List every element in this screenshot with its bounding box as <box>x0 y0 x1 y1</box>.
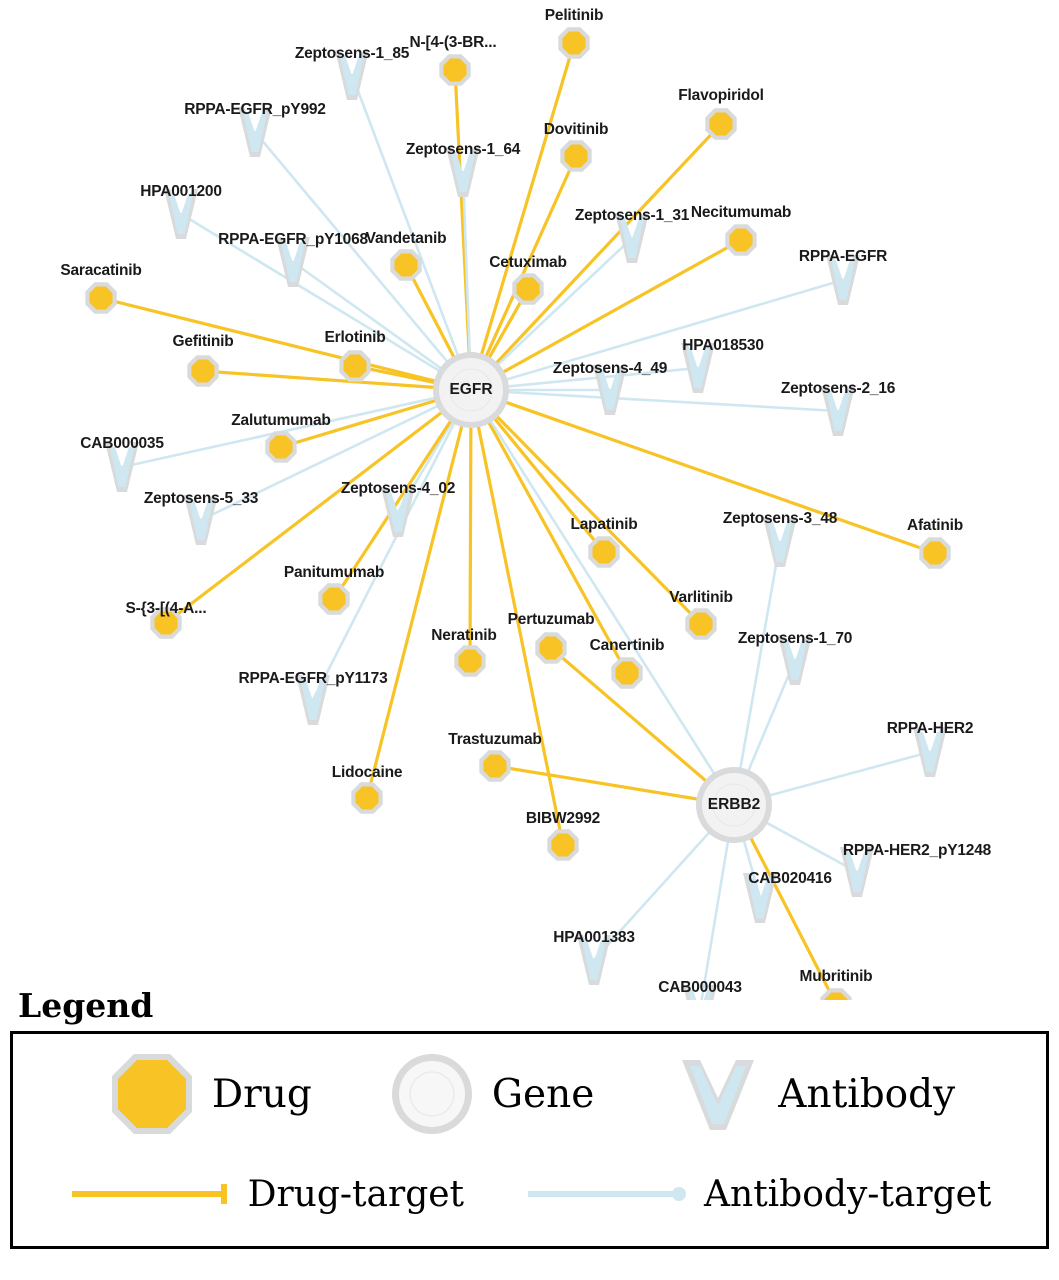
legend-item-gene <box>384 1046 594 1142</box>
drug-node[interactable] <box>323 588 346 611</box>
node-label: Cetuximab <box>489 254 567 271</box>
drug-node[interactable] <box>517 278 540 301</box>
drug-node[interactable] <box>593 541 616 564</box>
node-label: Lidocaine <box>331 764 403 781</box>
edge-antibody-target <box>734 542 780 805</box>
drug-node[interactable] <box>484 755 507 778</box>
node-label: Zeptosens-3_48 <box>722 510 838 527</box>
node-label: RPPA-EGFR <box>798 248 888 265</box>
node-label: CAB000035 <box>80 435 164 452</box>
node-label: Pelitinib <box>544 7 604 24</box>
gene-icon <box>384 1046 480 1142</box>
node-label: CAB000043 <box>658 979 742 996</box>
drug-node[interactable] <box>710 113 733 136</box>
node-label: N-[4-(3-BR... <box>409 34 497 51</box>
drug-target-edge-icon <box>68 1181 236 1207</box>
node-label: Zeptosens-4_49 <box>552 360 668 377</box>
node-label: Zeptosens-1_64 <box>405 141 521 158</box>
drug-node[interactable] <box>924 542 947 565</box>
legend-box <box>10 1031 1049 1249</box>
drug-node[interactable] <box>563 32 586 55</box>
legend-label-antibody-target: Antibody-target <box>704 1173 992 1215</box>
legend <box>0 986 1059 1249</box>
node-label: HPA001383 <box>553 929 635 946</box>
drug-node[interactable] <box>395 254 418 277</box>
node-label: Trastuzumab <box>448 731 542 748</box>
edge-drug-target <box>471 390 701 624</box>
legend-item-drug <box>104 1046 312 1142</box>
edge-antibody-target <box>313 390 471 700</box>
edge-drug-target <box>471 43 574 390</box>
node-label: Zeptosens-2_16 <box>780 380 896 397</box>
node-label: RPPA-EGFR_pY1068 <box>218 231 368 248</box>
node-label: Zeptosens-1_70 <box>737 630 853 647</box>
node-label: RPPA-EGFR_pY992 <box>184 101 326 118</box>
node-label: S-{3-[(4-A... <box>125 600 207 617</box>
node-label: HPA018530 <box>682 337 764 354</box>
node-label: CAB020416 <box>748 870 832 887</box>
node-label: Zeptosens-1_31 <box>574 207 690 224</box>
node-label: Erlotinib <box>324 329 386 346</box>
drug-node[interactable] <box>344 355 367 378</box>
node-label: RPPA-HER2_pY1248 <box>842 842 992 859</box>
gene-label-erbb2: ERBB2 <box>707 796 761 813</box>
edge-drug-target <box>471 390 935 553</box>
drug-node[interactable] <box>90 287 113 310</box>
node-label: Lapatinib <box>570 516 638 533</box>
node-label: Afatinib <box>906 517 964 534</box>
edge-drug-target <box>470 390 471 661</box>
node-label: Zalutumumab <box>231 412 331 429</box>
drug-icon <box>104 1046 200 1142</box>
node-label: Varlitinib <box>669 589 733 606</box>
gene-label-egfr: EGFR <box>449 381 493 398</box>
node-label: Dovitinib <box>543 121 609 138</box>
drug-node[interactable] <box>616 662 639 685</box>
legend-item-drug-target <box>68 1174 464 1215</box>
node-label: Mubritinib <box>799 968 873 985</box>
node-label: Panitumumab <box>283 564 385 581</box>
node-label: Zeptosens-4_02 <box>340 480 456 497</box>
drug-node[interactable] <box>690 613 713 636</box>
legend-label-gene: Gene <box>491 1071 595 1117</box>
node-label: Zeptosens-1_85 <box>294 45 410 62</box>
drug-node[interactable] <box>552 834 575 857</box>
edge-drug-target <box>471 156 576 390</box>
legend-item-antibody-target <box>524 1174 991 1215</box>
node-label: Canertinib <box>589 637 665 654</box>
node-label: Necitumumab <box>690 204 792 221</box>
drug-node[interactable] <box>730 229 753 252</box>
drug-node[interactable] <box>192 360 215 383</box>
drug-node[interactable] <box>444 59 467 82</box>
node-label: RPPA-HER2 <box>886 720 974 737</box>
drug-node[interactable] <box>270 436 293 459</box>
drug-node[interactable] <box>459 650 482 673</box>
node-label: HPA001200 <box>140 183 222 200</box>
node-label: Zeptosens-5_33 <box>143 490 259 507</box>
node-label: Saracatinib <box>60 262 142 279</box>
legend-label-antibody: Antibody <box>778 1071 956 1117</box>
drug-node[interactable] <box>540 637 563 660</box>
node-label: Flavopiridol <box>678 87 764 104</box>
node-label: RPPA-EGFR_pY1173 <box>238 670 388 687</box>
legend-label-drug: Drug <box>211 1071 312 1117</box>
legend-item-antibody <box>670 1046 955 1142</box>
legend-title: Legend <box>18 986 154 1025</box>
drug-node[interactable] <box>356 787 379 810</box>
node-label: Pertuzumab <box>507 611 595 628</box>
antibody-icon <box>670 1046 766 1142</box>
drug-node[interactable] <box>565 145 588 168</box>
legend-label-drug-target: Drug-target <box>247 1173 465 1215</box>
antibody-target-edge-icon <box>524 1181 692 1207</box>
node-label: BIBW2992 <box>525 810 601 827</box>
node-label: Neratinib <box>431 627 497 644</box>
node-label: Gefitinib <box>172 333 234 350</box>
node-label: Vandetanib <box>365 230 447 247</box>
